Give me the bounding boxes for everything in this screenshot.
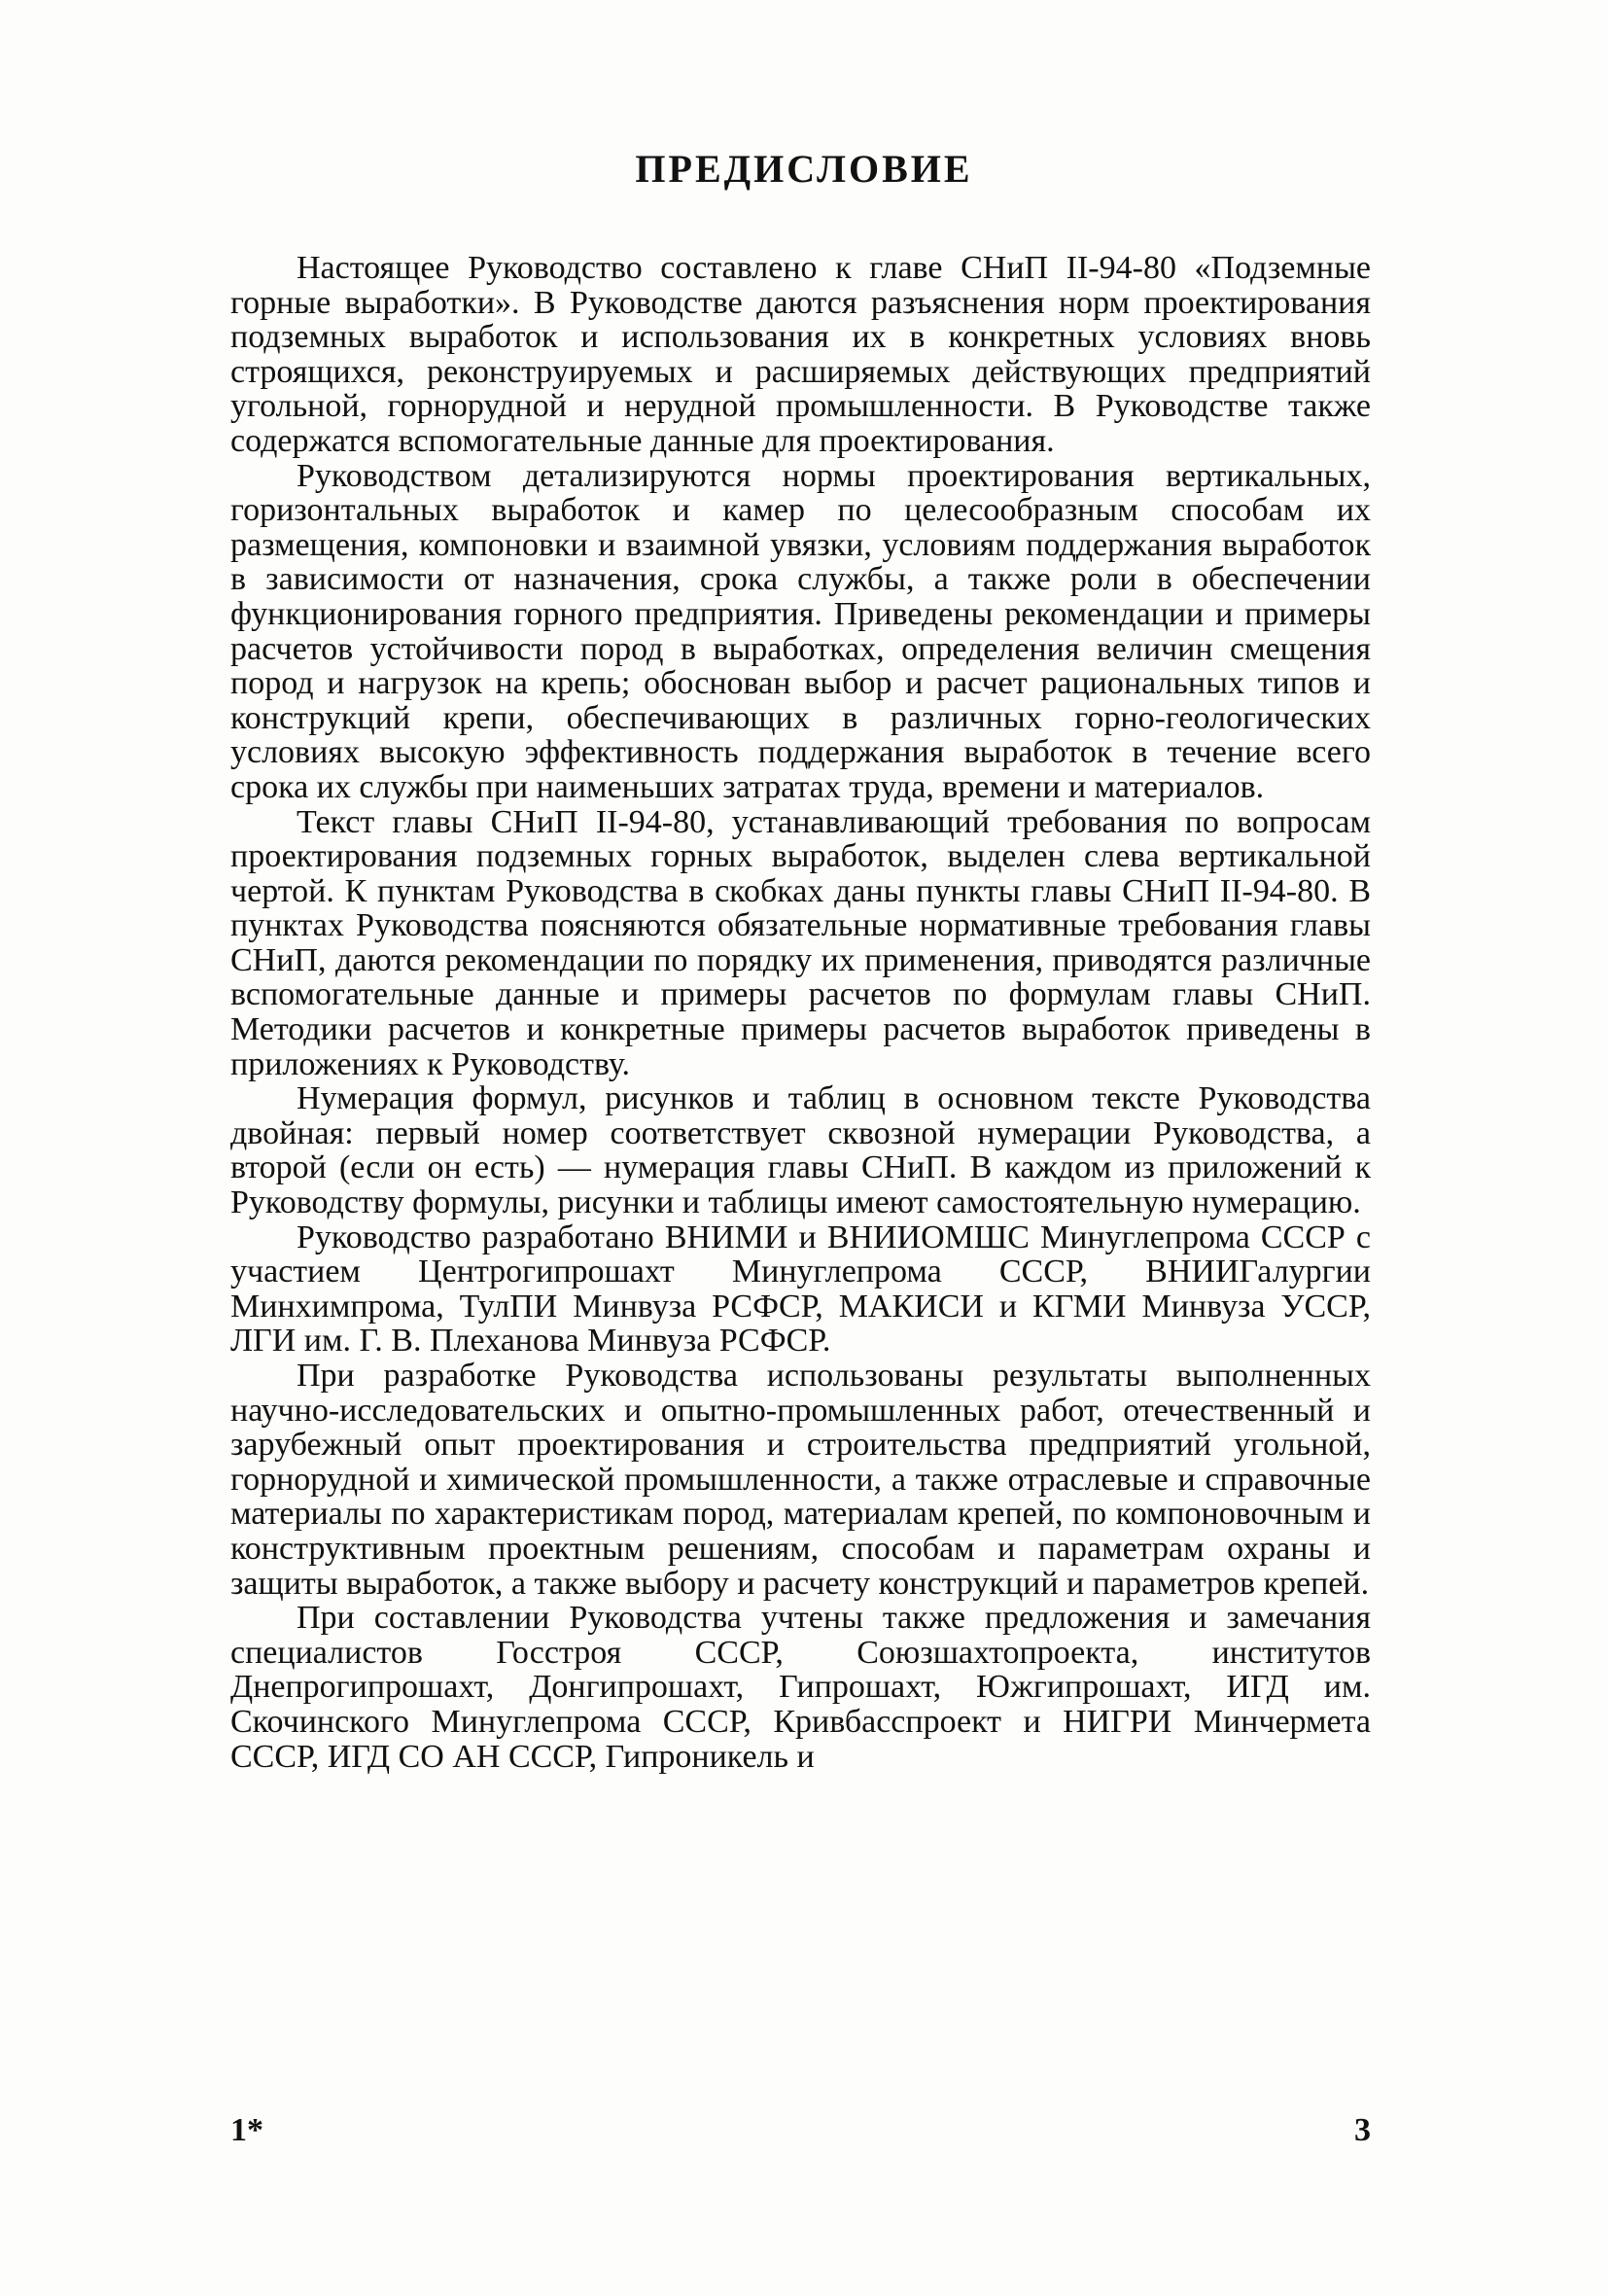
paragraph-sources: При разработке Руководства использованы результаты выполненных научно-исследовательских и опытно-промышленных работ, отечественный и зарубежный опыт проектирования и строительства предприятий угольной, горнорудной и химической промышленности, а также отраслевые и справочные материалы по характеристикам пород, материалам крепей, по компоновочным и конструктивным проектным решениям, способам и параметрам охраны и защиты выработок, а также выбору и расчету конструкций и параметров крепей. [230, 1358, 1371, 1602]
paragraph-intro: Настоящее Руководство составлено к главе СНиП II-94-80 «Подземные горные выработки». В Руководстве даются разъяснения норм проектирования подземных выработок и использования их в конкретных условиях вновь строящихся, реконструируемых и расширяемых действующих предприятий угольной, горнорудной и нерудной промышленности. В Руководстве также содержатся вспомогательные данные для проектирования. [230, 250, 1371, 459]
printer-signature-mark: 1* [230, 2112, 263, 2148]
page-number: 3 [1354, 2112, 1371, 2148]
paragraph-reviewers: При составлении Руководства учтены также предложения и замечания специалистов Госстроя СССР, Союзшахтопроекта, институтов Днепрогипрошахт, Донгипрошахт, Гипрошахт, Южгипрошахт, ИГД им. Скочинского Минуглепрома СССР, Кривбасспроект и НИГРИ Минчермета СССР, ИГД СО АН СССР, Гипроникель и [230, 1600, 1371, 1775]
paragraph-design-norms: Руководством детализируются нормы проектирования вертикальных, горизонтальных выработок и камер по целесообразным способам их размещения, компоновки и взаимной увязки, условиям поддержания выработок в зависимости от назначения, срока службы, а также роли в обеспечении функционирования горного предприятия. Приведены рекомендации и примеры расчетов устойчивости пород в выработках, определения величин смещения пород и нагрузок на крепь; обоснован выбор и расчет рациональных типов и конструкций крепи, обеспечивающих в различных горно-геологических условиях высокую эффективность поддержания выработок в течение всего срока их службы при наименьших затратах труда, времени и материалов. [230, 457, 1371, 805]
document-body [230, 251, 1371, 1774]
paragraph-snip-text: Текст главы СНиП II-94-80, устанавливающий требования по вопросам проектирования подземных горных выработок, выделен слева вертикальной чертой. К пунктам Руководства в скобках даны пункты главы СНиП II-94-80. В пунктах Руководства поясняются обязательные нормативные требования главы СНиП, даются рекомендации по порядку их применения, приводятся различные вспомогательные данные и примеры расчетов по формулам главы СНиП. Методики расчетов и конкретные примеры расчетов выработок приведены в приложениях к Руководству. [230, 803, 1371, 1082]
paragraph-numbering: Нумерация формул, рисунков и таблиц в основном тексте Руководства двойная: первый номер соответствует сквозной нумерации Руководства, а второй (если он есть) — нумерация главы СНиП. В каждом из приложений к Руководству формулы, рисунки и таблицы имеют самостоятельную нумерацию. [230, 1080, 1371, 1221]
page-footer [230, 2112, 1371, 2155]
paragraph-authors: Руководство разработано ВНИМИ и ВНИИОМШС Минуглепрома СССР с участием Центрогипрошахт Минуглепрома СССР, ВНИИГалургии Минхимпрома, ТулПИ Минвуза РСФСР, МАКИСИ и КГМИ Минвуза УССР, ЛГИ им. Г. В. Плеханова Минвуза РСФСР. [230, 1219, 1371, 1360]
page-title: ПРЕДИСЛОВИЕ [635, 147, 973, 191]
